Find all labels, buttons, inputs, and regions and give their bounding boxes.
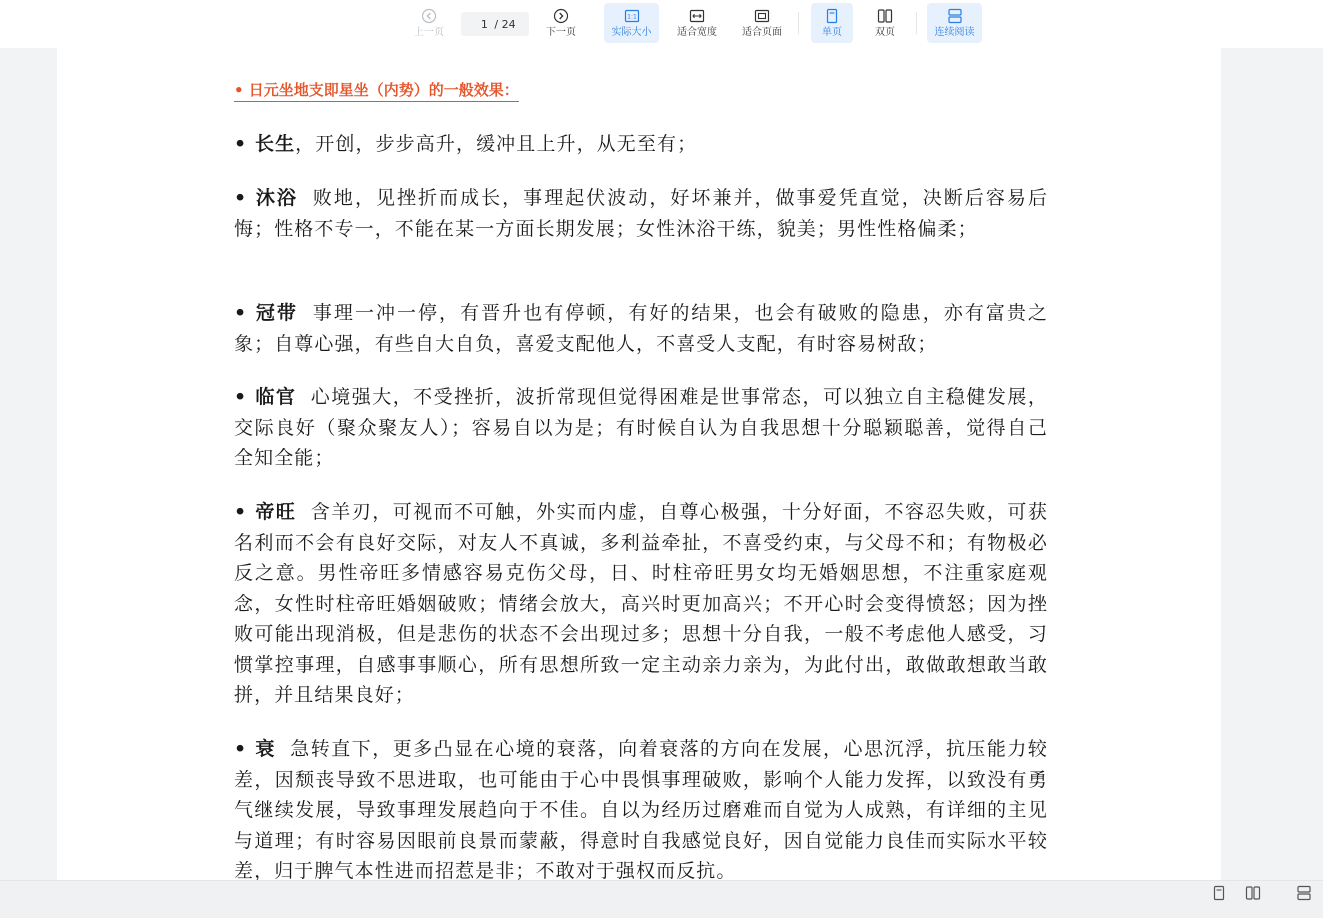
document-page <box>57 48 1221 880</box>
page-number-box <box>461 12 529 36</box>
next-page-button[interactable] <box>540 3 582 43</box>
prev-page-button[interactable] <box>408 3 450 43</box>
chevron-left-circle-icon <box>421 8 437 24</box>
next-page-label: 下一页 <box>546 27 576 38</box>
paragraph-shuai <box>234 734 1048 880</box>
section-heading: • 日元坐地支即星坐（内势）的一般效果： <box>234 79 519 102</box>
paragraph-bullet: • <box>234 501 256 523</box>
paragraph-bullet: • <box>234 187 256 209</box>
paragraph-diwang <box>234 497 1048 711</box>
total-pages: / 24 <box>494 17 516 31</box>
status-continuous-button[interactable] <box>1296 885 1312 901</box>
toolbar-separator <box>798 12 799 34</box>
single-page-icon <box>1211 885 1227 901</box>
fit-width-button[interactable] <box>670 3 724 43</box>
actual-size-icon <box>624 8 640 24</box>
document-viewer[interactable] <box>0 48 1323 880</box>
paragraph-text: ，开创，步步高升，缓冲且上升，从无至有； <box>295 133 698 155</box>
paragraph-linguan <box>234 382 1048 474</box>
double-page-label: 双页 <box>875 27 895 38</box>
status-double-page-button[interactable] <box>1245 885 1261 901</box>
paragraph-term: 衰 <box>255 738 276 760</box>
continuous-reading-label: 连续阅读 <box>934 27 975 38</box>
continuous-reading-icon <box>947 8 963 24</box>
toolbar <box>0 0 1323 48</box>
fit-width-label: 适合宽度 <box>677 27 717 38</box>
prev-page-label: 上一页 <box>414 27 444 38</box>
continuous-reading-icon <box>1296 885 1312 901</box>
paragraph-bullet: • <box>234 738 256 760</box>
paragraph-text: 急转直下，更多凸显在心境的衰落，向着衰落的方向在发展，心思沉浮，抗压能力较差，因颓丧导致不思进取，也可能由于心中畏惧事理破败，影响个人能力发挥，以致没有勇气继续发展，导致事理发展趋向于不佳。自以为经历过磨难而自觉为人成熟，有详细的主见与道理；有时容易因眼前良景而蒙蔽，得意时自我感觉良好，因自觉能力良佳而实际水平较差，归于脾气本性进而招惹是非；不敢对于强权而反抗。 <box>234 738 1048 880</box>
fit-page-label: 适合页面 <box>742 27 782 38</box>
single-page-button[interactable] <box>811 3 853 43</box>
page-number-input[interactable] <box>474 18 494 31</box>
actual-size-button[interactable] <box>604 3 659 43</box>
paragraph-bullet: • <box>234 386 256 408</box>
paragraph-text: 含羊刃，可视而不可触，外实而内虚，自尊心极强，十分好面，不容忍失败，可获名利而不会有良好交际，对友人不真诚，多利益牵扯，不喜受约束，与父母不和；有物极必反之意。男性帝旺多情感容易克伤父母，日、时柱帝旺男女均无婚姻思想，不注重家庭观念，女性时柱帝旺婚姻破败；情绪会放大，高兴时更加高兴；不开心时会变得愤怒；因为挫败可能出现消极，但是悲伤的状态不会出现过多；思想十分自我，一般不考虑他人感受，习惯掌控事理，自感事事顺心，所有思想所致一定主动亲力亲为，为此付出，敢做敢想敢当敢拼，并且结果良好； <box>234 501 1048 706</box>
single-page-label: 单页 <box>822 27 842 38</box>
fit-page-icon <box>754 8 770 24</box>
double-page-button[interactable] <box>864 3 906 43</box>
fit-page-button[interactable] <box>735 3 789 43</box>
status-bar <box>0 880 1323 918</box>
toolbar-separator <box>916 12 917 34</box>
paragraph-bullet: • <box>234 133 255 155</box>
paragraph-term: 冠带 <box>255 302 298 324</box>
fit-width-icon <box>689 8 705 24</box>
double-page-icon <box>1245 885 1261 901</box>
actual-size-icon-text: 1:1 <box>626 13 637 21</box>
continuous-reading-button[interactable] <box>927 3 982 43</box>
paragraph-term: 沐浴 <box>255 187 298 209</box>
paragraph-text: 心境强大，不受挫折，波折常现但觉得困难是世事常态，可以独立自主稳健发展，交际良好（聚众聚友人）；容易自以为是；有时候自认为自我思想十分聪颖聪善，觉得自己全知全能； <box>234 386 1048 469</box>
paragraph-term: 临官 <box>255 386 297 408</box>
paragraph-changsheng <box>234 129 1048 160</box>
double-page-icon <box>877 8 893 24</box>
chevron-right-circle-icon <box>553 8 569 24</box>
paragraph-guandai <box>234 298 1048 359</box>
paragraph-bullet: • <box>234 302 256 324</box>
paragraph-text: 事理一冲一停，有晋升也有停顿，有好的结果，也会有破败的隐患，亦有富贵之象；自尊心强，有些自大自负，喜爱支配他人，不喜受人支配，有时容易树敌； <box>234 302 1048 355</box>
paragraph-term: 长生 <box>254 133 296 155</box>
paragraph-muyu <box>234 183 1048 244</box>
paragraph-text: 败地，见挫折而成长，事理起伏波动，好坏兼并，做事爱凭直觉，决断后容易后悔；性格不专一，不能在某一方面长期发展；女性沐浴干练，貌美；男性性格偏柔； <box>234 187 1048 240</box>
single-page-icon <box>824 8 840 24</box>
paragraph-term: 帝旺 <box>255 501 297 523</box>
status-single-page-button[interactable] <box>1211 885 1227 901</box>
actual-size-label: 实际大小 <box>611 27 652 38</box>
